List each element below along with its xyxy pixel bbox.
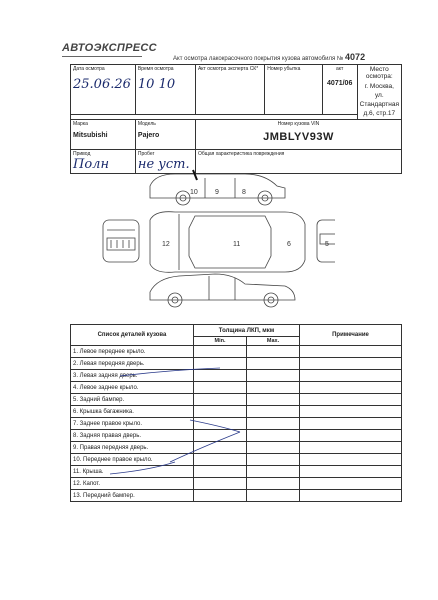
car-diagram xyxy=(95,168,335,316)
vin-label: Номер кузова VIN xyxy=(277,121,320,127)
date-label: Дата осмотра xyxy=(73,66,105,72)
make-value: Mitsubishi xyxy=(73,132,108,139)
part-name: 4. Левое заднее крыло. xyxy=(71,382,194,394)
table-row xyxy=(71,442,402,454)
zone-label-9: 9 xyxy=(215,189,219,196)
table-row xyxy=(71,358,402,370)
part-name: 5. Задний бампер. xyxy=(71,394,194,406)
note-cell xyxy=(300,418,402,430)
note-cell xyxy=(300,466,402,478)
max-cell xyxy=(247,466,300,478)
max-cell xyxy=(247,394,300,406)
table-row xyxy=(71,406,402,418)
company-logo: АВТОЭКСПРЕСС xyxy=(62,42,157,54)
zone-label-11: 11 xyxy=(233,241,241,248)
max-cell xyxy=(247,346,300,358)
logo-underline xyxy=(62,56,142,57)
make-cell xyxy=(71,120,136,150)
min-cell xyxy=(194,466,247,478)
max-cell xyxy=(247,418,300,430)
act-label: акт xyxy=(336,66,344,72)
zone-label-6: 6 xyxy=(287,241,291,248)
min-cell xyxy=(194,454,247,466)
time-label: Время осмотра xyxy=(137,66,174,72)
note-cell xyxy=(300,382,402,394)
max-cell xyxy=(247,370,300,382)
note-cell xyxy=(300,454,402,466)
max-cell xyxy=(247,406,300,418)
part-name: 8. Задняя правая дверь. xyxy=(71,430,194,442)
inspection-form xyxy=(70,64,402,172)
sk-label: Акт осмотра эксперта СК* xyxy=(197,66,259,72)
min-cell xyxy=(194,406,247,418)
min-cell xyxy=(194,394,247,406)
max-cell xyxy=(247,490,300,502)
document-title xyxy=(173,52,365,62)
time-value: 10 10 xyxy=(137,77,176,92)
note-cell xyxy=(300,346,402,358)
note-cell xyxy=(300,370,402,382)
part-name: 10. Переднее правое крыло. xyxy=(71,454,194,466)
car-top-view xyxy=(150,212,305,273)
part-name: 12. Капот. xyxy=(71,478,194,490)
drive-label: Привод xyxy=(73,151,91,157)
part-name: 13. Передний бампер. xyxy=(71,490,194,502)
max-cell xyxy=(247,442,300,454)
col-max-header: Max. xyxy=(247,337,300,346)
zone-label-8: 8 xyxy=(242,189,246,196)
part-name: 7. Заднее правое крыло. xyxy=(71,418,194,430)
place-cell xyxy=(357,65,401,120)
max-cell xyxy=(247,454,300,466)
min-cell xyxy=(194,382,247,394)
date-value: 25.06.26 xyxy=(73,77,131,92)
vin-value: JMBLYV93W xyxy=(263,131,334,143)
act-number: 4072 xyxy=(345,52,366,62)
min-cell xyxy=(194,418,247,430)
note-cell xyxy=(300,478,402,490)
parts-table xyxy=(70,324,402,502)
time-cell xyxy=(135,65,195,115)
col-note-header: Примечание xyxy=(300,325,402,346)
part-name: 2. Левая передняя дверь. xyxy=(71,358,194,370)
min-cell xyxy=(194,490,247,502)
loss-cell xyxy=(265,65,323,115)
part-name: 9. Правая передняя дверь. xyxy=(71,442,194,454)
date-cell xyxy=(71,65,136,115)
vin-cell xyxy=(195,120,401,150)
make-label: Марка xyxy=(73,121,88,127)
car-side-view-bottom xyxy=(150,274,295,307)
sk-cell xyxy=(195,65,264,115)
table-row xyxy=(71,418,402,430)
loss-label: Номер убытка xyxy=(267,66,301,72)
table-row xyxy=(71,490,402,502)
max-cell xyxy=(247,430,300,442)
note-cell xyxy=(300,394,402,406)
table-row xyxy=(71,370,402,382)
max-cell xyxy=(247,358,300,370)
table-row xyxy=(71,394,402,406)
act-cell xyxy=(322,65,357,115)
car-front-view xyxy=(103,220,139,262)
drive-value: Полн xyxy=(73,157,110,172)
damage-label: Общая характеристика повреждения xyxy=(197,151,285,157)
table-row xyxy=(71,466,402,478)
mileage-value: не уст. xyxy=(137,157,190,172)
title-text: Акт осмотра лакокрасочного покрытия кузова автомобиля № xyxy=(173,56,344,62)
zone-label-5: 5 xyxy=(325,241,329,248)
table-row xyxy=(71,478,402,490)
min-cell xyxy=(194,346,247,358)
col-parts-header: Список деталей кузова xyxy=(71,325,194,346)
min-cell xyxy=(194,478,247,490)
note-cell xyxy=(300,406,402,418)
model-cell xyxy=(135,120,195,150)
col-min-header: Min. xyxy=(194,337,247,346)
part-name: 11. Крыша. xyxy=(71,466,194,478)
part-name: 3. Левая задняя дверь. xyxy=(71,370,194,382)
col-thickness-header: Толщина ЛКП, мкм xyxy=(194,325,300,337)
zone-label-12: 12 xyxy=(162,241,170,248)
min-cell xyxy=(194,430,247,442)
mileage-label: Пробег xyxy=(137,151,155,157)
note-cell xyxy=(300,430,402,442)
part-name: 1. Левое переднее крыло. xyxy=(71,346,194,358)
model-label: Модель xyxy=(137,121,156,127)
table-row xyxy=(71,346,402,358)
max-cell xyxy=(247,382,300,394)
model-value: Pajero xyxy=(137,132,160,139)
note-cell xyxy=(300,490,402,502)
place-label: Место осмотра: xyxy=(365,66,393,80)
table-row xyxy=(71,382,402,394)
part-name: 6. Крышка багажника. xyxy=(71,406,194,418)
min-cell xyxy=(194,358,247,370)
note-cell xyxy=(300,358,402,370)
note-cell xyxy=(300,442,402,454)
act-value: 4071/06 xyxy=(327,80,353,87)
place-value: г. Москва, ул. Стандартная д.6, стр.17 xyxy=(359,83,400,117)
car-side-view-top xyxy=(150,170,285,205)
zone-label-10: 10 xyxy=(190,189,198,196)
table-row xyxy=(71,454,402,466)
min-cell xyxy=(194,370,247,382)
table-row xyxy=(71,430,402,442)
min-cell xyxy=(194,442,247,454)
max-cell xyxy=(247,478,300,490)
